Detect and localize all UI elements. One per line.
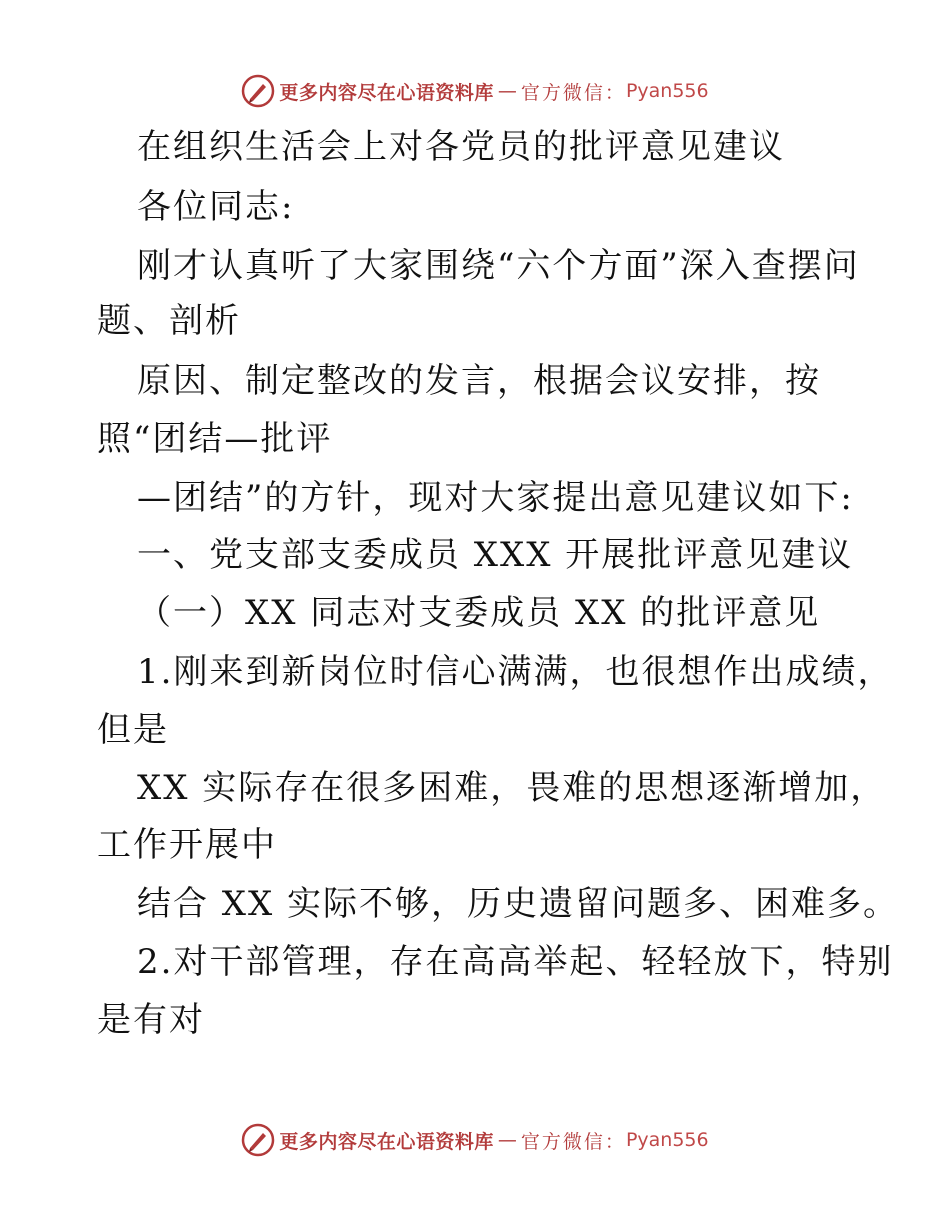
paragraph-line: 题、剖析 <box>97 301 241 341</box>
watermark-text: 更多内容尽在心语资料库 <box>279 1130 494 1153</box>
watermark-id: Pyan556 <box>625 80 709 102</box>
paragraph-line: 是有对 <box>97 1000 205 1040</box>
paragraph-line: 刚才认真听了大家围绕“六个方面”深入查摆问 <box>137 246 860 286</box>
paragraph-line: XX 实际存在很多困难，畏难的思想逐渐增加， <box>137 768 887 808</box>
section-heading: 一、党支部支委成员 XXX 开展批评意见建议 <box>137 535 854 575</box>
paragraph-line: 1.刚来到新岗位时信心满满，也很想作出成绩， <box>137 652 894 692</box>
pen-logo-icon <box>241 1123 275 1157</box>
watermark-id: Pyan556 <box>625 1129 709 1151</box>
watermark-dash: — <box>497 1129 517 1151</box>
footer-watermark <box>0 1120 950 1160</box>
paragraph-line: 照“团结—批评 <box>97 419 333 459</box>
watermark-subtitle: 官方微信： <box>520 1130 626 1153</box>
watermark-dash: — <box>497 80 517 102</box>
paragraph-line: 但是 <box>97 710 169 750</box>
paragraph-line: 2.对干部管理，存在高高举起、轻轻放下，特别 <box>137 942 894 982</box>
paragraph-line: —团结”的方针，现对大家提出意见建议如下: <box>137 478 854 518</box>
paragraph-line: 工作开展中 <box>97 825 277 865</box>
paragraph-line: 原因、制定整改的发言，根据会议安排，按 <box>137 361 821 401</box>
pen-logo-icon <box>241 74 275 108</box>
watermark-text: 更多内容尽在心语资料库 <box>279 81 494 104</box>
salutation: 各位同志: <box>137 187 295 227</box>
paragraph-line: 结合 XX 实际不够，历史遗留问题多、困难多。 <box>137 884 900 924</box>
header-watermark <box>0 71 950 111</box>
watermark-subtitle: 官方微信： <box>520 81 626 104</box>
document-title: 在组织生活会上对各党员的批评意见建议 <box>137 127 785 167</box>
subsection-heading: （一）XX 同志对支委成员 XX 的批评意见 <box>137 593 821 633</box>
